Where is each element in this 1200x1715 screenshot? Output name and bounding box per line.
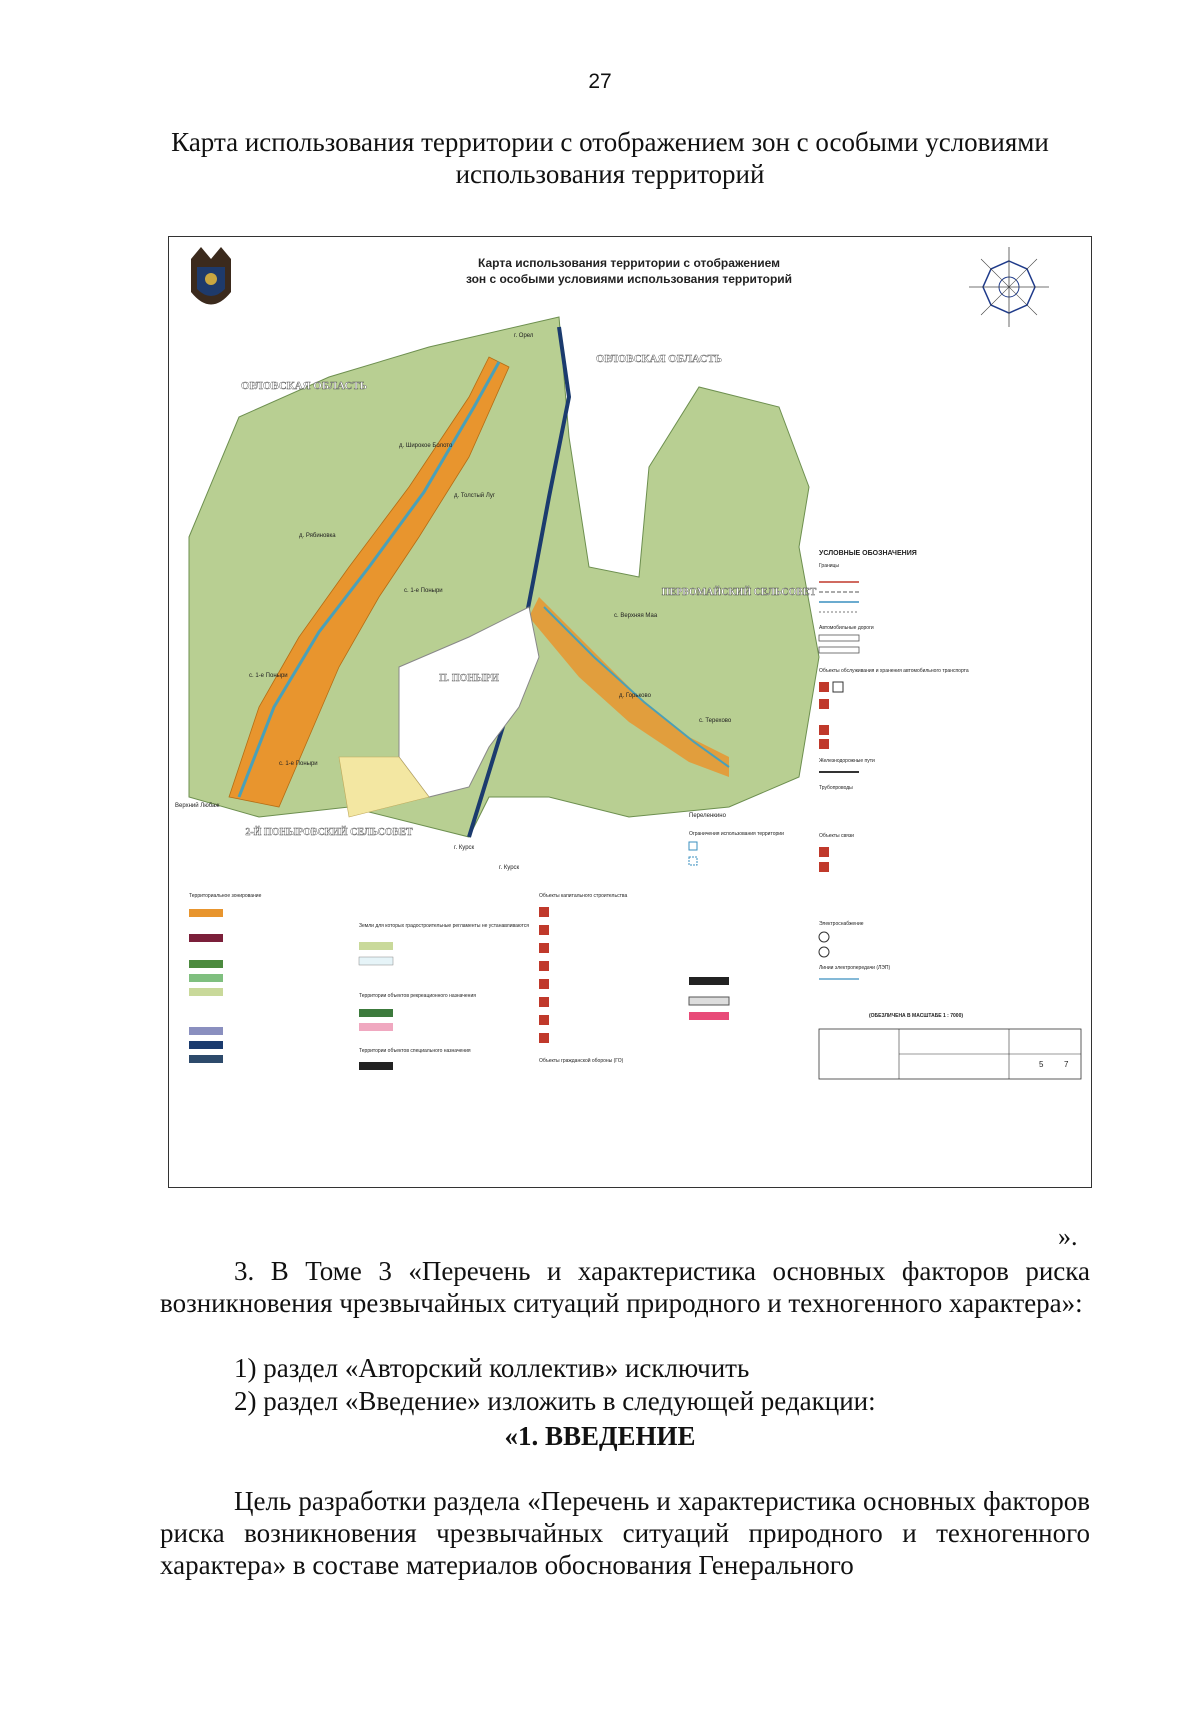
- compass-rose-icon: [969, 247, 1049, 327]
- paragraph: Цель разработки раздела «Перечень и характеристика основных факторов риска возникновения чрезвычайных ситуаций природного и техногенного характера» в составе материалов обоснования Генерального: [160, 1486, 1090, 1580]
- legend-section: Объекты гражданской обороны (ГО): [539, 1058, 624, 1064]
- place-label: с. 1-е Поныри: [404, 588, 443, 594]
- place-label: с. Терехово: [699, 718, 732, 724]
- place-label: д. Горьково: [619, 693, 651, 699]
- place-label: Верхний Любаж: [175, 803, 220, 809]
- place-label: г. Орел: [514, 333, 534, 339]
- legend-section: Границы: [819, 563, 839, 569]
- territory-map: [168, 236, 1092, 1188]
- region-label: ОРЛОВСКАЯ ОБЛАСТЬ: [596, 353, 722, 365]
- page-number: 27: [588, 70, 612, 93]
- region-label: П. ПОНЫРИ: [439, 673, 499, 684]
- legend-section: Трубопроводы: [819, 785, 853, 791]
- list-item: 2) раздел «Введение» изложить в следующей редакции:: [234, 1386, 876, 1416]
- legend-right: [819, 550, 1081, 1079]
- legend-section: Автомобильные дороги: [819, 625, 874, 631]
- place-label: г. Курск: [454, 845, 475, 851]
- place-label: с. 1-е Поныри: [249, 673, 288, 679]
- place-label: д. Рябиновка: [299, 533, 336, 539]
- page-title: Карта использования территории с отображением зон с особыми условиями использования территорий: [171, 127, 1049, 189]
- legend-section: Электроснабжение: [819, 921, 864, 927]
- legend-section: Линии электропередачи (ЛЭП): [819, 965, 891, 971]
- legend-section: Территориальное зонирование: [189, 893, 262, 899]
- closing-quote: ».: [1058, 1222, 1078, 1251]
- place-label: Переленкино: [689, 813, 726, 819]
- legend-section: Территории объектов специального назначения: [359, 1048, 471, 1054]
- legend-middle: [689, 831, 784, 1020]
- legend-zoning: [189, 893, 627, 1070]
- map-title-line2: зон с особыми условиями использования территорий: [465, 272, 793, 286]
- legend-section: Объекты связи: [819, 833, 854, 839]
- place-label: с. Верхняя Маа: [614, 613, 658, 619]
- legend-section: Объекты обслуживания и хранения автомобильного транспорта: [819, 668, 969, 674]
- legend-section: Территории объектов рекреационного назначения: [359, 993, 476, 999]
- legend-section: Земли для которых градостроительные регламенты не устанавливаются: [359, 923, 529, 929]
- paragraph: 3. В Томе 3 «Перечень и характеристика основных факторов риска возникновения чрезвычайных ситуаций природного и техногенного характера»:: [160, 1256, 1090, 1318]
- sheet-count: 7: [1064, 1060, 1069, 1069]
- legend-section: Железнодорожные пути: [819, 758, 875, 764]
- list-item: 1) раздел «Авторский коллектив» исключить: [234, 1353, 750, 1383]
- legend-heading: УСЛОВНЫЕ ОБОЗНАЧЕНИЯ: [819, 550, 917, 557]
- legend-section: Объекты капитального строительства: [539, 893, 628, 899]
- map-title-line1: Карта использования территории с отображением: [478, 256, 780, 270]
- coat-of-arms-icon: [191, 247, 231, 305]
- legend-scale: (ОБЕЗЛИЧЕНА В МАСШТАБЕ 1 : 7000): [869, 1013, 964, 1019]
- section-heading: «1. ВВЕДЕНИЕ: [504, 1421, 696, 1451]
- legend-section: Ограничения использования территории: [689, 831, 784, 837]
- region-label: 2-Й ПОНЫРОВСКИЙ СЕЛЬСОВЕТ: [245, 827, 413, 838]
- region-label: ОРЛОВСКАЯ ОБЛАСТЬ: [241, 380, 367, 392]
- place-label: с. 1-е Поныри: [279, 761, 318, 767]
- place-label: д. Широкое Болото: [399, 443, 453, 449]
- region-label: ПЕРВОМАЙСКИЙ СЕЛЬСОВЕТ: [661, 587, 817, 598]
- place-label: д. Толстый Луг: [454, 493, 496, 499]
- place-label: г. Курск: [499, 865, 520, 871]
- sheet-number: 5: [1039, 1060, 1044, 1069]
